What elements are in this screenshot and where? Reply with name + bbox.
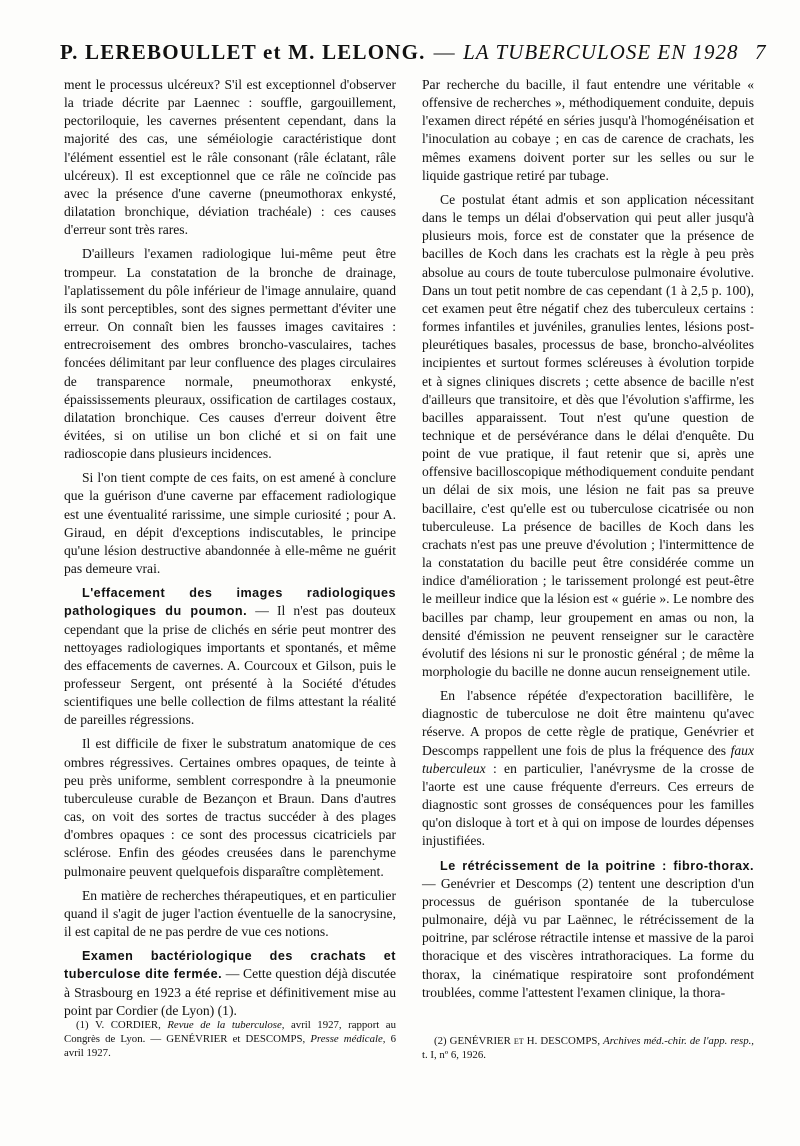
- paragraph: Il est difficile de fixer le substratum anatomique de ces ombres régressives. Certaines ombres opaques, de teinte à peu près uniforme, semblent correspondre à la pneumonie tuberculeuse curable de Bezançon et Braun. Dans d'autres cas, on voit des sortes de tractus succéder à des plages d'ombres opaques : ce sont des processus cicatriciels par sclérose. Enfin des géodes creusées dans le parenchyme pulmonaire peuvent quelquefois disparaître complètement.: [64, 736, 396, 879]
- section-paragraph: [422, 857, 754, 1002]
- footnote: (2) GENÉVRIER et H. DESCOMPS, Archives méd.-chir. de l'app. resp., t. I, nº 6, 1926.: [422, 1035, 754, 1061]
- section-paragraph: [64, 947, 396, 1020]
- paragraph: Par recherche du bacille, il faut entendre une véritable « offensive de recherches », méthodiquement conduite, depuis l'examen direct répété en séries jusqu'à l'homogénéisation et l'inoculation au cobaye ; en cas de carence de crachats, les mêmes examens doivent porter sur les selles ou sur le liquide gastrique retiré par tubage.: [422, 77, 754, 183]
- section-heading: Le rétrécissement de la poitrine : fibro-thorax.: [440, 858, 754, 873]
- section-paragraph: [64, 584, 396, 729]
- header-separator: —: [433, 40, 456, 64]
- paragraph: En matière de recherches thérapeutiques, et en particulier quand il s'agit de juger l'action éventuelle de la sanocrysine, il est capital de ne pas perdre de vue ces notions.: [64, 887, 396, 940]
- paragraph: Ce postulat étant admis et son application nécessitant dans le temps un délai d'observation qui peut aller jusqu'à plusieurs mois, force est de constater que la présence de bacilles de Koch dans les crachats est la règle à peu près absolue au cours de toute tuberculose pulmonaire évolutive. Dans un tout petit nombre de cas cependant (1 à 2,5 p. 100), cet examen peut être négatif chez des tuberculeux certains : formes infantiles et juvéniles, granulies lentes, lésions post-pleurétiques basales, processus de base, broncho-alvéolites incipientes et surtout formes scléreuses à évolution torpide et à signes cliniques discrets ; cette absence de bacille n'est d'ailleurs que transitoire, et dès que l'évolution s'affirme, les bacilles apparaissent. Tout n'est qu'une question de technique et de persévérance dans le délai d'enquête. Du point de vue pratique, il faut retenir que si, après une offensive bacilloscopique méthodiquement conduite pendant un délai de six mois, une lésion ne fait pas sa preuve bacillaire, c'est qu'elle est ou tuberculose cicatrisée ou non tuberculeuse. La présence de bacilles de Koch dans les crachats n'est pas une preuve d'évolution ; l'intermittence de la constatation du bacille peut être considérée comme un indice d'amélioration ; le tarissement prolongé est peut-être le meilleur indice que la lésion est « guérie ». Le nombre des bacilles par champ, leur groupement en amas ou non, la densité d'émission ne peuvent renseigner sur le caractère évolutif des lésions ni sur le pronostic général ; de même la morphologie du bacille ne donne aucun renseignement utile.: [422, 191, 754, 679]
- paragraph: En l'absence répétée d'expectoration bacillifère, le diagnostic de tuberculose ne doit être maintenu qu'avec réserve. A propos de cette règle de pratique, Genévrier et Descomps rappellent une fois de plus la fréquence des faux tuberculeux : en particulier, l'anévrysme de la crosse de l'aorte est une cause fréquente d'erreurs. Ces erreurs de diagnostic sont grosses de conséquences pour les familles qu'on disloque à tort et à qui on impose de lourdes dépenses injustifiées.: [422, 688, 754, 849]
- emphasis: faux tuberculeux: [422, 742, 754, 776]
- left-column: [64, 76, 396, 1020]
- header-title: LA TUBERCULOSE EN 1928: [463, 40, 739, 64]
- footnote: (1) V. CORDIER, Revue de la tuberculose, avril 1927, rapport au Congrès de Lyon. — GENÉVRIER et DESCOMPS, Presse médicale, 6 avril 1927.: [64, 1019, 396, 1059]
- section-text: — Genévrier et Descomps (2) tentent une description d'un processus de guérison spontanée de la tuberculose pulmonaire, déjà vu par Laënnec, le rétrécissement de la poitrine, par sclérose rétractile intense et massive de la paroi thoracique et des viscères intrathoraciques. La forme du thorax, la cinématique respiratoire sont profondément troublées, comme l'attestent l'examen clinique, la thora-: [422, 875, 754, 1000]
- section-text: — Cette question déjà discutée à Strasbourg en 1923 a été reprise et définitivement mise au point par Cordier (de Lyon) (1).: [64, 966, 396, 1018]
- section-heading: Examen bactériologique des crachats et tuberculose dite fermée.: [64, 949, 396, 982]
- paragraph: ment le processus ulcéreux? S'il est exceptionnel d'observer la triade décrite par Laennec : souffle, gargouillement, pectoriloquie, les cavernes présentent cependant, dans la majorité des cas, une séméiologie caractéristique dont l'élément essentiel est le râle consonant (râle éclatant, râle ulcéreux). Il est exceptionnel que ce râle ne coïncide pas avec la présence d'une caverne (pneumothorax enkysté, dilatation bronchique, déviation trachéale) : ces causes d'erreur sont très rares.: [64, 77, 396, 238]
- footnote-right: [422, 1034, 754, 1062]
- paragraph: D'ailleurs l'examen radiologique lui-même peut être trompeur. La constatation de la bronche de drainage, l'aplatissement du pôle inférieur de l'image annulaire, quand ils sont perceptibles, sont des signes permettant d'éviter une erreur. On connaît bien les fausses images cavitaires : entrecroisement des ombres broncho-vasculaires, taches foncées délimitant par leur confluence des plages circulaires de transparence normale, pneumothorax enkysté, épaississements pleuraux, ossification de cartilages costaux, dilatation bronchique. Ces causes d'erreur doivent être évitées, si on utilise un bon cliché et si on fait une radioscopie dans plusieurs incidences.: [64, 246, 396, 462]
- section-heading: L'effacement des images radiologiques pathologiques du poumon.: [64, 586, 396, 619]
- header-authors: P. LEREBOULLET et M. LELONG.: [60, 40, 426, 64]
- paragraph: Si l'on tient compte de ces faits, on est amené à conclure que la guérison d'une caverne par effacement radiologique est une éventualité rarissime, une simple curiosité ; pour A. Giraud, en dépit d'exceptions indiscutables, le principe qu'une lésion destructive abandonnée à elle-même ne guérit pas demeure vrai.: [64, 470, 396, 577]
- page-number: 7: [755, 40, 766, 64]
- footnote-left: [64, 1018, 396, 1060]
- right-column: [422, 76, 754, 1002]
- section-text: — Il n'est pas douteux cependant que la prise de clichés en série peut montrer des nettoyages radiologiques importants et spontanés, et même des effacements de cavernes. A. Courcoux et Gilson, puis le professeur Sergent, ont présenté à la Société d'études scientifiques une belle collection de films attestant la réalité de pareilles régressions.: [64, 603, 396, 728]
- running-header: [60, 40, 766, 65]
